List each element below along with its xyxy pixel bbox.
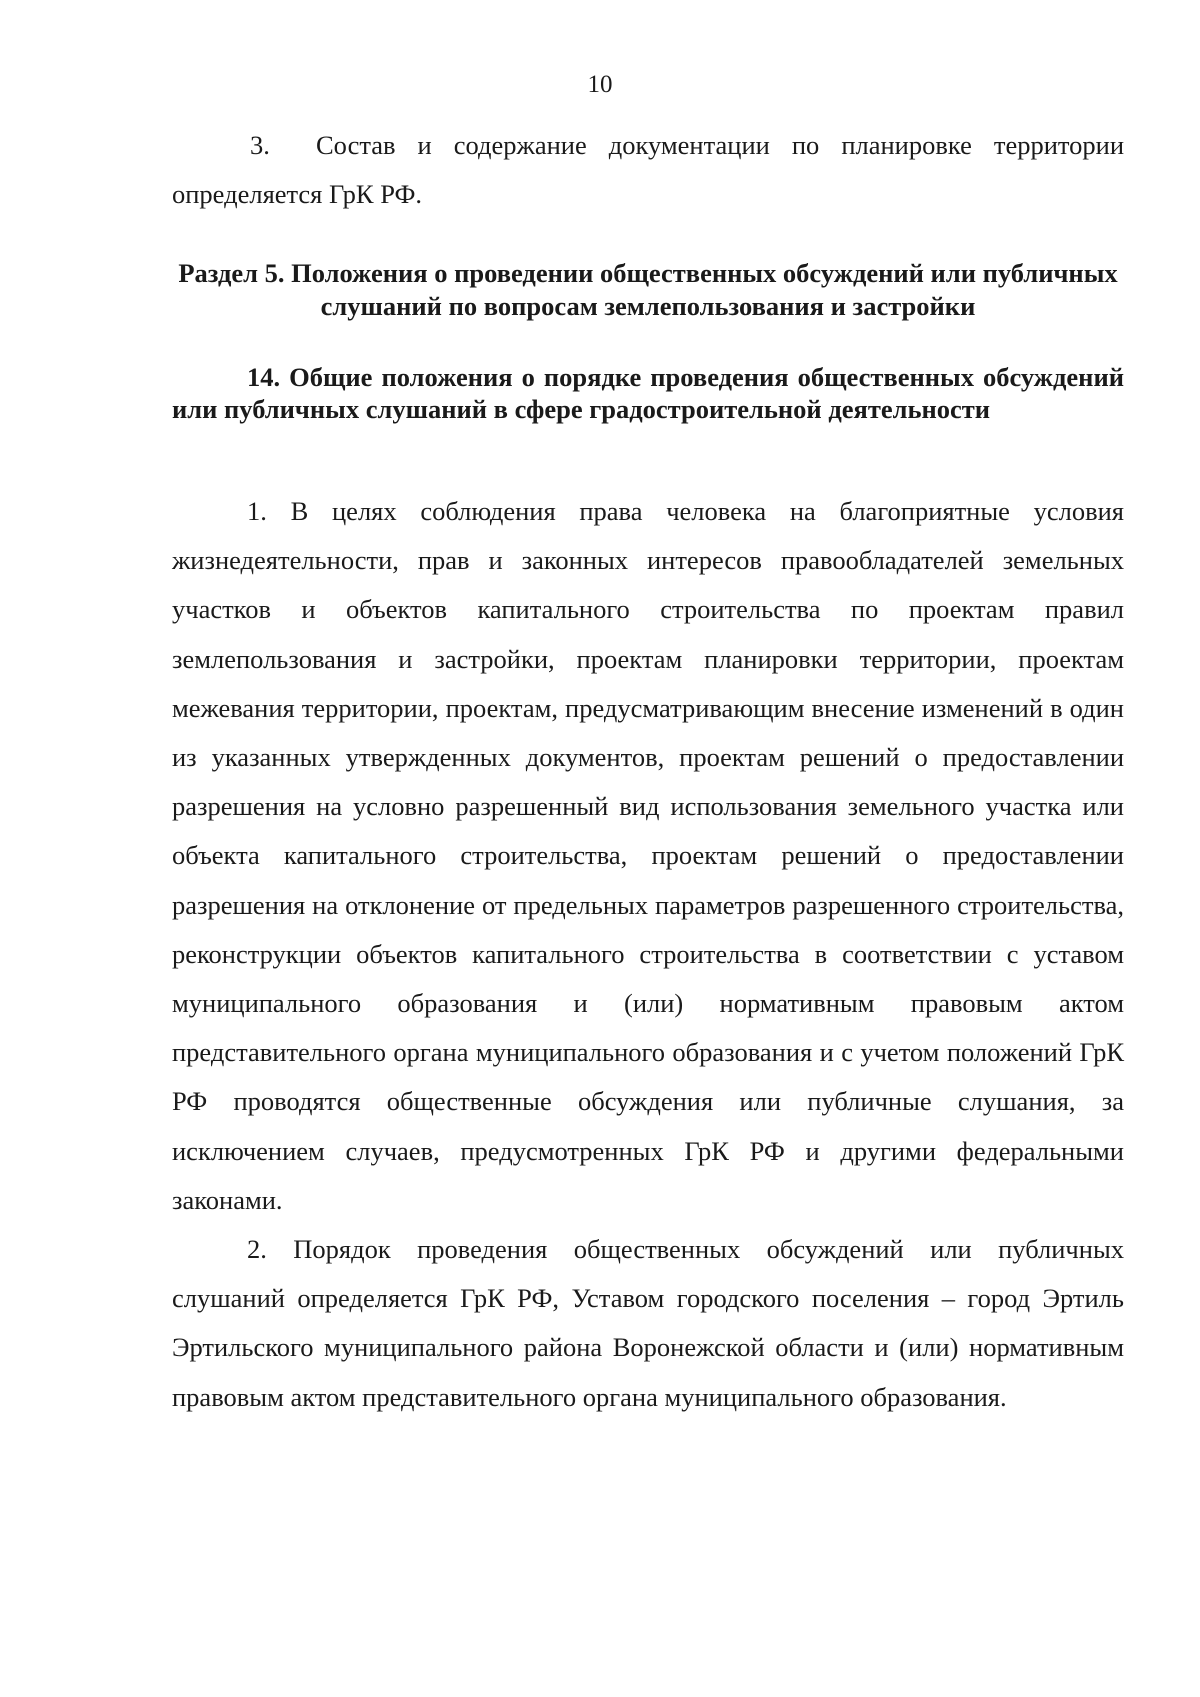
paragraph-2: 2. Порядок проведения общественных обсуждений или публичных слушаний определяется ГрК РФ, Уставом городского поселения – город Эртиль Эртильского муниципального района Воронежской области и (или) нормативным правовым актом представительного органа муниципального образования. — [172, 1234, 1124, 1412]
clause-3-text: Состав и содержание документации по планировке территории определяется ГрК РФ. — [172, 130, 1124, 209]
clause-3-number: 3. — [250, 130, 270, 160]
clause-3-lead — [172, 121, 316, 170]
paragraph-1: 1. В целях соблюдения права человека на благоприятные условия жизнедеятельности, прав и законных интересов правообладателей земельных участков и объектов капитального строительства по проектам правил землепользования и застройки, проектам планировки территории, проектам межевания территории, проектам, предусматривающим внесение изменений в один из указанных утвержденных документов, проектам решений о предоставлении разрешения на условно разрешенный вид использования земельного участка или объекта капитального строительства, проектам решений о предоставлении разрешения на отклонение от предельных параметров разрешенного строительства, реконструкции объектов капитального строительства в соответствии с уставом муниципального образования и (или) нормативным правовым актом представительного органа муниципального образования и с учетом положений ГрК РФ проводятся общественные обсуждения или публичные слушания, за исключением случаев, предусмотренных ГрК РФ и другими федеральными законами. — [172, 496, 1124, 1215]
article-title: 14. Общие положения о порядке проведения общественных обсуждений или публичных слушаний в сфере градостроительной деятельности — [172, 362, 1124, 424]
section-title: Раздел 5. Положения о проведении общественных обсуждений или публичных слушаний по вопросам землепользования и застройки — [178, 258, 1118, 321]
clause-3 — [172, 121, 1124, 219]
page-number: 10 — [587, 71, 613, 98]
